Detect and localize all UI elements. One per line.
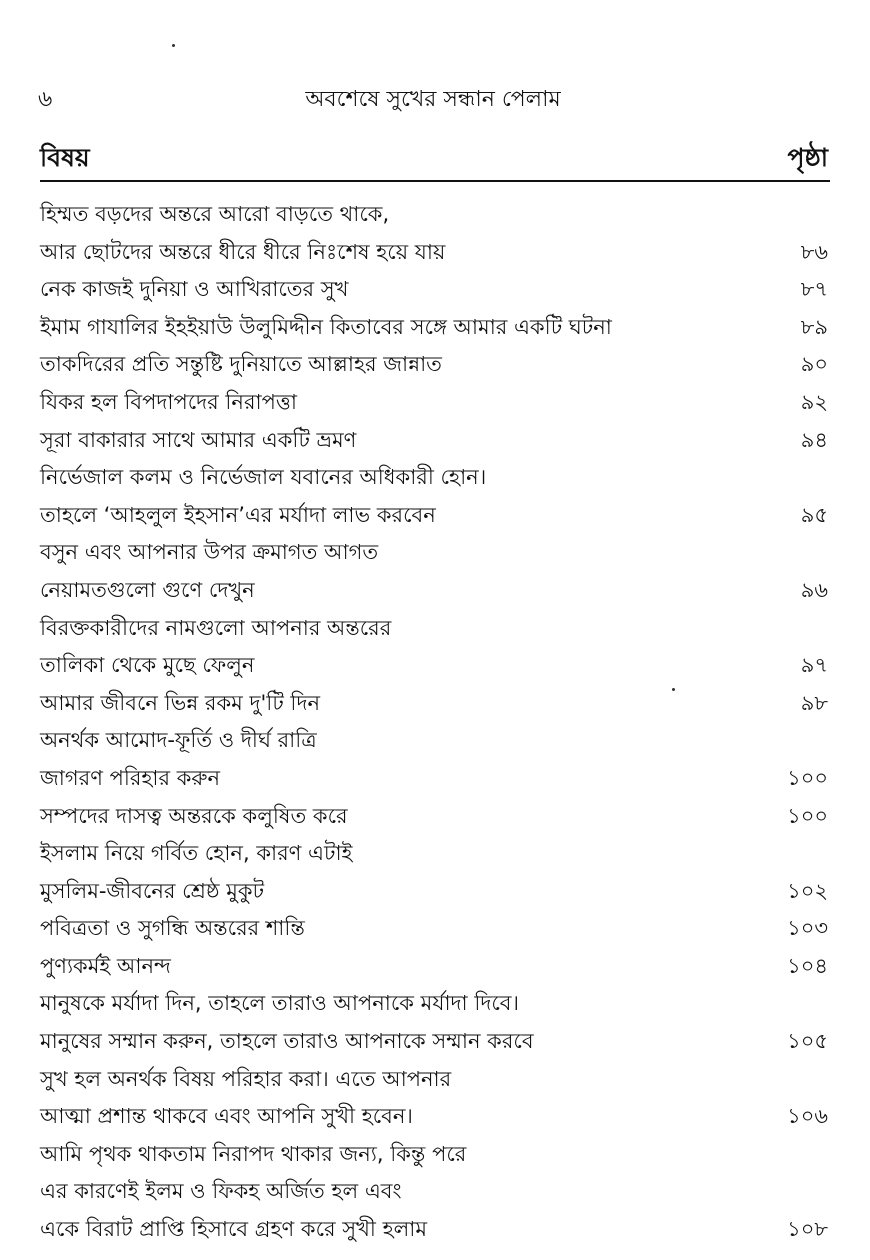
toc-entry-title: ইসলাম নিয়ে গর্বিত হোন, কারণ এটাই [40, 841, 353, 866]
toc-entry [40, 497, 830, 535]
book-title: অবশেষে সুখের সন্ধান পেলাম [305, 87, 561, 112]
toc-entry-title: অনর্থক আমোদ-ফূর্তি ও দীর্ঘ রাত্রি [40, 728, 317, 753]
toc-entry-title: তাকদিরের প্রতি সন্তুষ্টি দুনিয়াতে আল্লাহর জান্নাত [40, 352, 442, 377]
toc-entry-title: মুসলিম-জীবনের শ্রেষ্ঠ মুকুট [40, 878, 265, 903]
toc-entry-page-number: ১০৩ [787, 916, 828, 941]
toc-entry-title: সম্পদের দাসত্ব অন্তরকে কলুষিত করে [40, 803, 348, 828]
column-header [40, 138, 828, 178]
toc-entry-title: বিরক্তকারীদের নামগুলো আপনার অন্তরের [40, 615, 392, 640]
toc-entry-page-number: ১০৫ [787, 1029, 828, 1054]
subject-column-label: বিষয় [40, 143, 90, 172]
toc-entry-page-number: ১০৮ [787, 1217, 828, 1242]
toc-entry [40, 1211, 830, 1249]
toc-entry [40, 1023, 830, 1061]
toc-entry-title: আত্মা প্রশান্ত থাকবে এবং আপনি সুখী হবেন। [40, 1104, 413, 1129]
toc-entry [40, 1136, 830, 1174]
toc-entry-title: তালিকা থেকে মুছে ফেলুন [40, 653, 255, 678]
toc-entry [40, 234, 830, 272]
toc-entry [40, 384, 830, 422]
toc-entry-title: বসুন এবং আপনার উপর ক্রমাগত আগত [40, 540, 379, 565]
toc-entry-title: জাগরণ পরিহার করুন [40, 765, 221, 790]
toc-entry [40, 610, 830, 648]
toc-entry [40, 685, 830, 723]
toc-entry-title: পুণ্যকর্মই আনন্দ [40, 953, 171, 978]
toc-entry-title: তাহলে ‘আহলুল ইহসান’এর মর্যাদা লাভ করবেন [40, 502, 436, 527]
toc-entry [40, 873, 830, 911]
toc-entry-title: নেয়ামতগুলো গুণে দেখুন [40, 577, 255, 602]
header-rule [40, 180, 830, 182]
toc-entry [40, 985, 830, 1023]
toc-entry-title: আমি পৃথক থাকতাম নিরাপদ থাকার জন্য, কিন্তু পরে [40, 1141, 467, 1166]
toc-entry [40, 309, 830, 347]
toc-entry-title: যিকর হল বিপদাপদের নিরাপত্তা [40, 389, 297, 414]
page-number: ৬ [38, 87, 53, 112]
toc-entry [40, 1098, 830, 1136]
toc-entry [40, 798, 830, 836]
toc-entry-page-number: ৯৪ [800, 427, 828, 452]
toc-entry [40, 948, 830, 986]
toc-entry [40, 422, 830, 460]
toc-entry-page-number: ১০৪ [787, 953, 828, 978]
toc-entry-page-number: ১০৬ [787, 1104, 828, 1129]
toc-entry-title: ইমাম গাযালির ইহইয়াউ উলুমিদ্দীন কিতাবের সঙ্গে আমার একটি ঘটনা [40, 314, 612, 339]
toc-entry-title: হিম্মত বড়দের অন্তরে আরো বাড়তে থাকে, [40, 202, 390, 226]
toc-entry-title: এর কারণেই ইলম ও ফিকহ অর্জিত হল এবং [40, 1179, 402, 1204]
toc-entry-page-number: ৯৮ [800, 690, 828, 715]
toc-entry-title: আমার জীবনে ভিন্ন রকম দু'টি দিন [40, 690, 321, 715]
toc-entry [40, 271, 830, 309]
toc-entry-page-number: ৯০ [800, 352, 828, 377]
page-column-label: পৃষ্ঠা [787, 143, 828, 172]
toc-entry-title: একে বিরাট প্রাপ্তি হিসাবে গ্রহণ করে সুখী হলাম [40, 1217, 428, 1242]
toc-entry-title: নির্ভেজাল কলম ও নির্ভেজাল যবানের অধিকারী হোন। [40, 465, 487, 490]
toc-entry-page-number: ১০০ [787, 803, 828, 828]
toc-entry-title: পবিত্রতা ও সুগন্ধি অন্তরের শান্তি [40, 916, 305, 941]
toc-entry-title: নেক কাজই দুনিয়া ও আখিরাতের সুখ [40, 277, 349, 302]
toc-entry [40, 722, 830, 760]
toc-entry-page-number: ১০২ [787, 878, 828, 903]
running-head [38, 82, 828, 118]
table-of-contents [40, 196, 830, 1249]
toc-entry-page-number: ৯৭ [800, 653, 828, 678]
toc-entry-title: মানুষকে মর্যাদা দিন, তাহলে তারাও আপনাকে মর্যাদা দিবে। [40, 991, 520, 1016]
toc-entry [40, 760, 830, 798]
toc-entry [40, 1061, 830, 1099]
toc-entry-title: আর ছোটদের অন্তরে ধীরে ধীরে নিঃশেষ হয়ে যায় [40, 239, 446, 264]
toc-entry-title: সূরা বাকারার সাথে আমার একটি ভ্রমণ [40, 427, 357, 452]
print-speck [172, 44, 175, 47]
toc-entry-page-number: ৮৬ [800, 239, 828, 264]
toc-entry [40, 196, 830, 234]
toc-entry-page-number: ৮৭ [800, 277, 828, 302]
toc-entry-page-number: ৯৫ [800, 502, 828, 527]
toc-entry-page-number: ৮৯ [800, 314, 828, 339]
toc-entry [40, 572, 830, 610]
toc-entry-title: সুখ হল অনর্থক বিষয় পরিহার করা। এতে আপনার [40, 1066, 452, 1091]
toc-entry [40, 910, 830, 948]
toc-entry-page-number: ৯৬ [800, 577, 828, 602]
toc-entry [40, 835, 830, 873]
toc-entry [40, 459, 830, 497]
toc-entry [40, 534, 830, 572]
toc-entry [40, 647, 830, 685]
toc-entry-title: মানুষের সম্মান করুন, তাহলে তারাও আপনাকে সম্মান করবে [40, 1029, 534, 1054]
toc-entry [40, 1173, 830, 1211]
toc-entry-page-number: ৯২ [800, 389, 828, 414]
toc-entry [40, 346, 830, 384]
toc-entry-page-number: ১০০ [787, 765, 828, 790]
